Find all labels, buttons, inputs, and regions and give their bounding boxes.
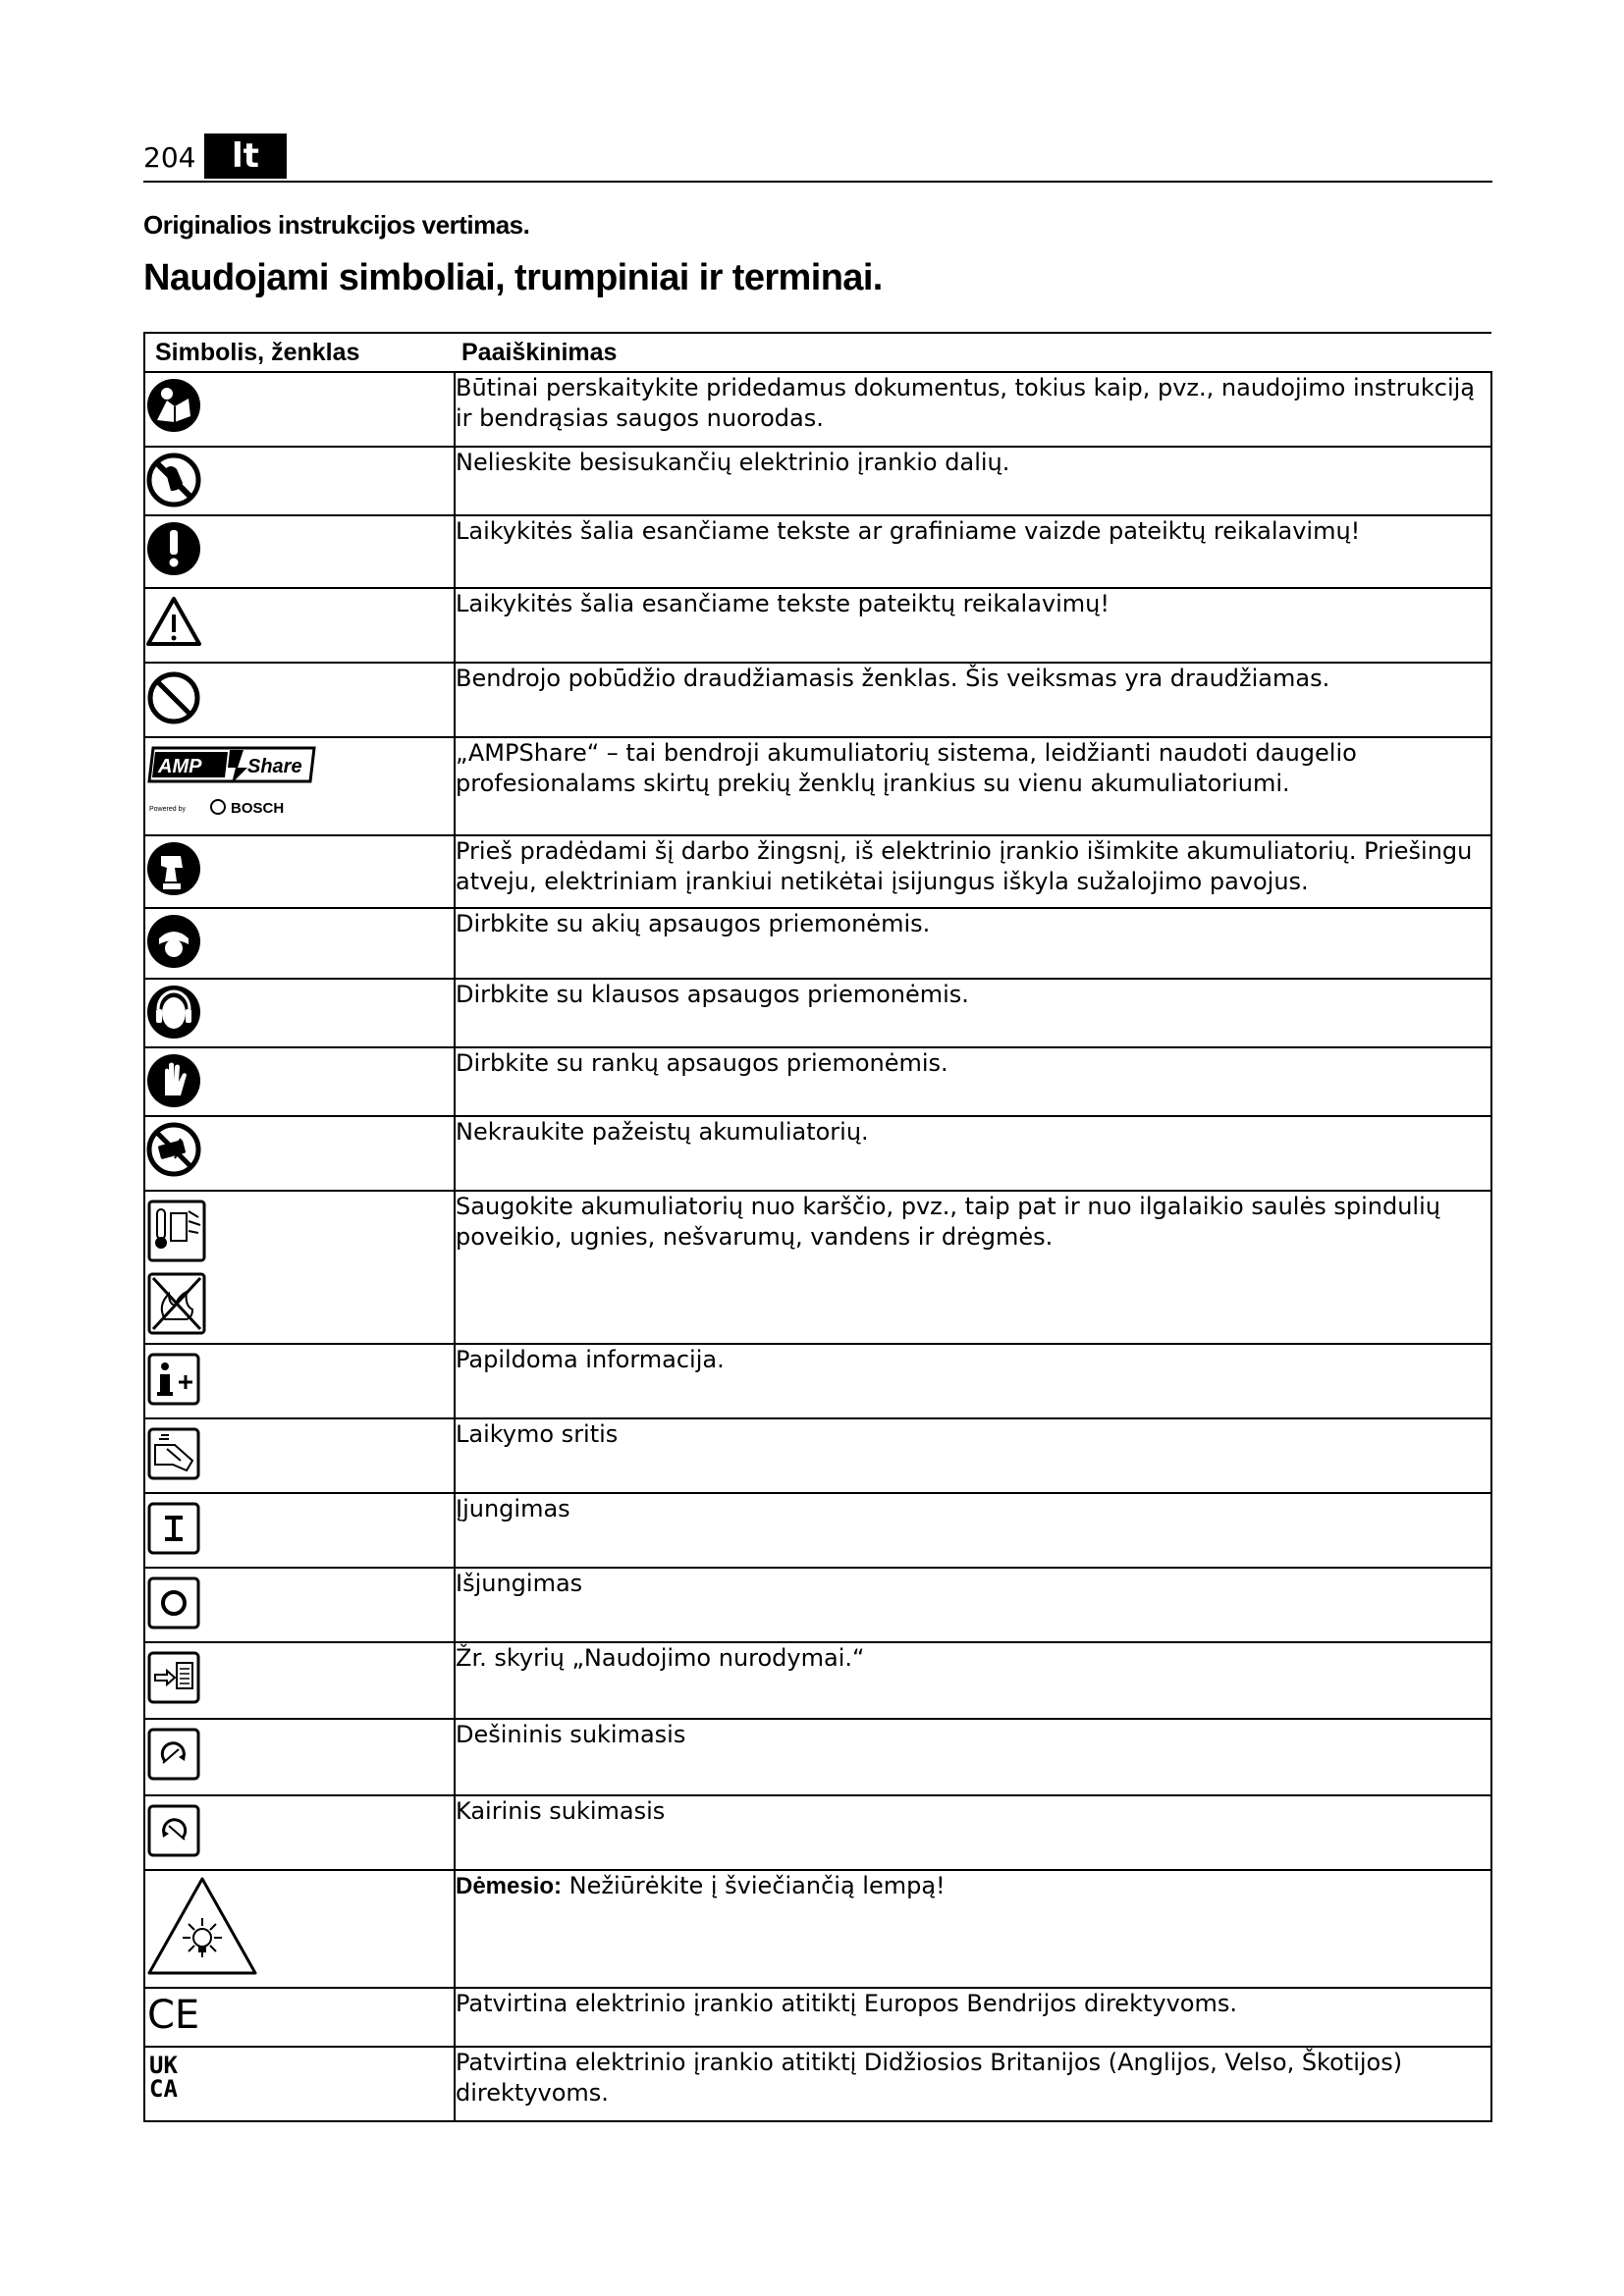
table-row [144,515,1491,588]
column-header-symbol: Simbolis, ženklas [144,333,455,372]
ampshare-share-text: Share [247,756,302,777]
table-row [144,1493,1491,1568]
table-row [144,1642,1491,1719]
table-row [144,1568,1491,1642]
ampshare-logo-icon [145,738,322,823]
row-text: Kairinis sukimasis [455,1795,1491,1870]
column-header-explanation: Paaiškinimas [455,333,1491,372]
ukca-mark-icon [145,2048,454,2109]
no-touch-rotating-icon [145,448,454,508]
ampshare-amp-text: AMP [158,756,202,777]
table-header-row [144,333,1491,372]
additional-info-icon [145,1345,454,1406]
table-row [144,1988,1491,2047]
language-badge: lt [204,133,287,179]
row-text: Prieš pradėdami šį darbo žingsnį, iš elektrinio įrankio išimkite akumuliatorių. Priešingu atveju, elektriniam įrankiui netikėtai įsijungus iškyla sužalojimo pavojus. [455,835,1491,908]
row-text: Būtinai perskaitykite pridedamus dokumentus, tokius kaip, pvz., naudojimo instrukciją ir bendrąsias saugos nuorodas. [455,372,1491,447]
switch-off-icon [145,1569,454,1629]
row-label: Dėmesio: [456,1873,563,1899]
counterclockwise-rotation-icon [145,1796,454,1857]
row-text: Nekraukite pažeistų akumuliatorių. [455,1116,1491,1191]
ce-mark-icon [145,1989,454,2038]
hearing-protection-icon [145,980,454,1041]
row-text: Saugokite akumuliatorių nuo karščio, pvz., taip pat ir nuo ilgalaikio saulės spindulių poveikio, ugnies, nešvarumų, vandens ir drėgmės. [455,1191,1491,1344]
prohibition-icon [145,664,454,724]
no-charging-damaged-battery-icon [145,1117,454,1178]
row-text: Žr. skyrių „Naudojimo nurodymai.“ [455,1642,1491,1719]
table-row [144,663,1491,737]
mandatory-exclamation-icon [145,516,454,577]
row-text: Dirbkite su rankų apsaugos priemonėmis. [455,1047,1491,1116]
row-text [455,1870,1491,1988]
page-number: 204 [143,141,196,174]
page-title: Naudojami simboliai, trumpiniai ir terminai. [143,257,883,298]
row-text: Papildoma informacija. [455,1344,1491,1418]
row-text: Išjungimas [455,1568,1491,1642]
warning-triangle-icon [145,589,454,650]
table-row [144,1870,1491,1988]
row-text: Laikykitės šalia esančiame tekste pateiktų reikalavimų! [455,588,1491,663]
row-text: Patvirtina elektrinio įrankio atitiktį Didžiosios Britanijos (Anglijos, Velso, Škotijos) direktyvoms. [455,2047,1491,2121]
hand-protection-icon [145,1048,454,1109]
battery-heat-protection-icon [145,1192,454,1335]
row-text: Dirbkite su akių apsaugos priemonėmis. [455,908,1491,979]
table-row [144,1191,1491,1344]
lamp-warning-icon [145,1871,454,1979]
table-row [144,1344,1491,1418]
remove-battery-icon [145,836,454,897]
table-row [144,835,1491,908]
read-manual-icon [145,373,454,434]
row-text: Dešininis sukimasis [455,1719,1491,1795]
row-text: Patvirtina elektrinio įrankio atitiktį Europos Bendrijos direktyvoms. [455,1988,1491,2047]
page-header [143,133,1492,183]
table-row [144,447,1491,515]
row-text: Dirbkite su klausos apsaugos priemonėmis. [455,979,1491,1047]
table-row [144,2047,1491,2121]
row-text: Laikykitės šalia esančiame tekste ar grafiniame vaizde pateiktų reikalavimų! [455,515,1491,588]
see-instructions-icon [145,1643,454,1704]
row-text-body: Nežiūrėkite į šviečiančią lempą! [562,1872,946,1899]
row-text: Nelieskite besisukančių elektrinio įrankio dalių. [455,447,1491,515]
table-row [144,1719,1491,1795]
ukca-line2-text: CA [149,2075,178,2103]
switch-on-icon [145,1494,454,1555]
table-row [144,1116,1491,1191]
symbols-table [143,332,1492,2122]
ampshare-brand-text: BOSCH [231,800,285,817]
table-row [144,1047,1491,1116]
ce-mark-text: CE [147,1993,200,2038]
subtitle: Originalios instrukcijos vertimas. [143,210,530,240]
table-row [144,1795,1491,1870]
table-row [144,908,1491,979]
table-row [144,737,1491,835]
clockwise-rotation-icon [145,1720,454,1781]
row-text: „AMPShare“ – tai bendroji akumuliatorių sistema, leidžianti naudoti daugelio profesionalams skirtų prekių ženklų įrankius su vienu akumuliatoriumi. [455,737,1491,835]
holding-area-icon [145,1419,454,1480]
row-text: Bendrojo pobūdžio draudžiamasis ženklas. Šis veiksmas yra draudžiamas. [455,663,1491,737]
ampshare-powered-text: Powered by [149,806,186,813]
ukca-line1-text: UK [149,2052,178,2079]
row-text: Laikymo sritis [455,1418,1491,1493]
table-row [144,979,1491,1047]
row-text: Įjungimas [455,1493,1491,1568]
table-row [144,1418,1491,1493]
eye-protection-icon [145,909,454,970]
table-row [144,372,1491,447]
table-row [144,588,1491,663]
